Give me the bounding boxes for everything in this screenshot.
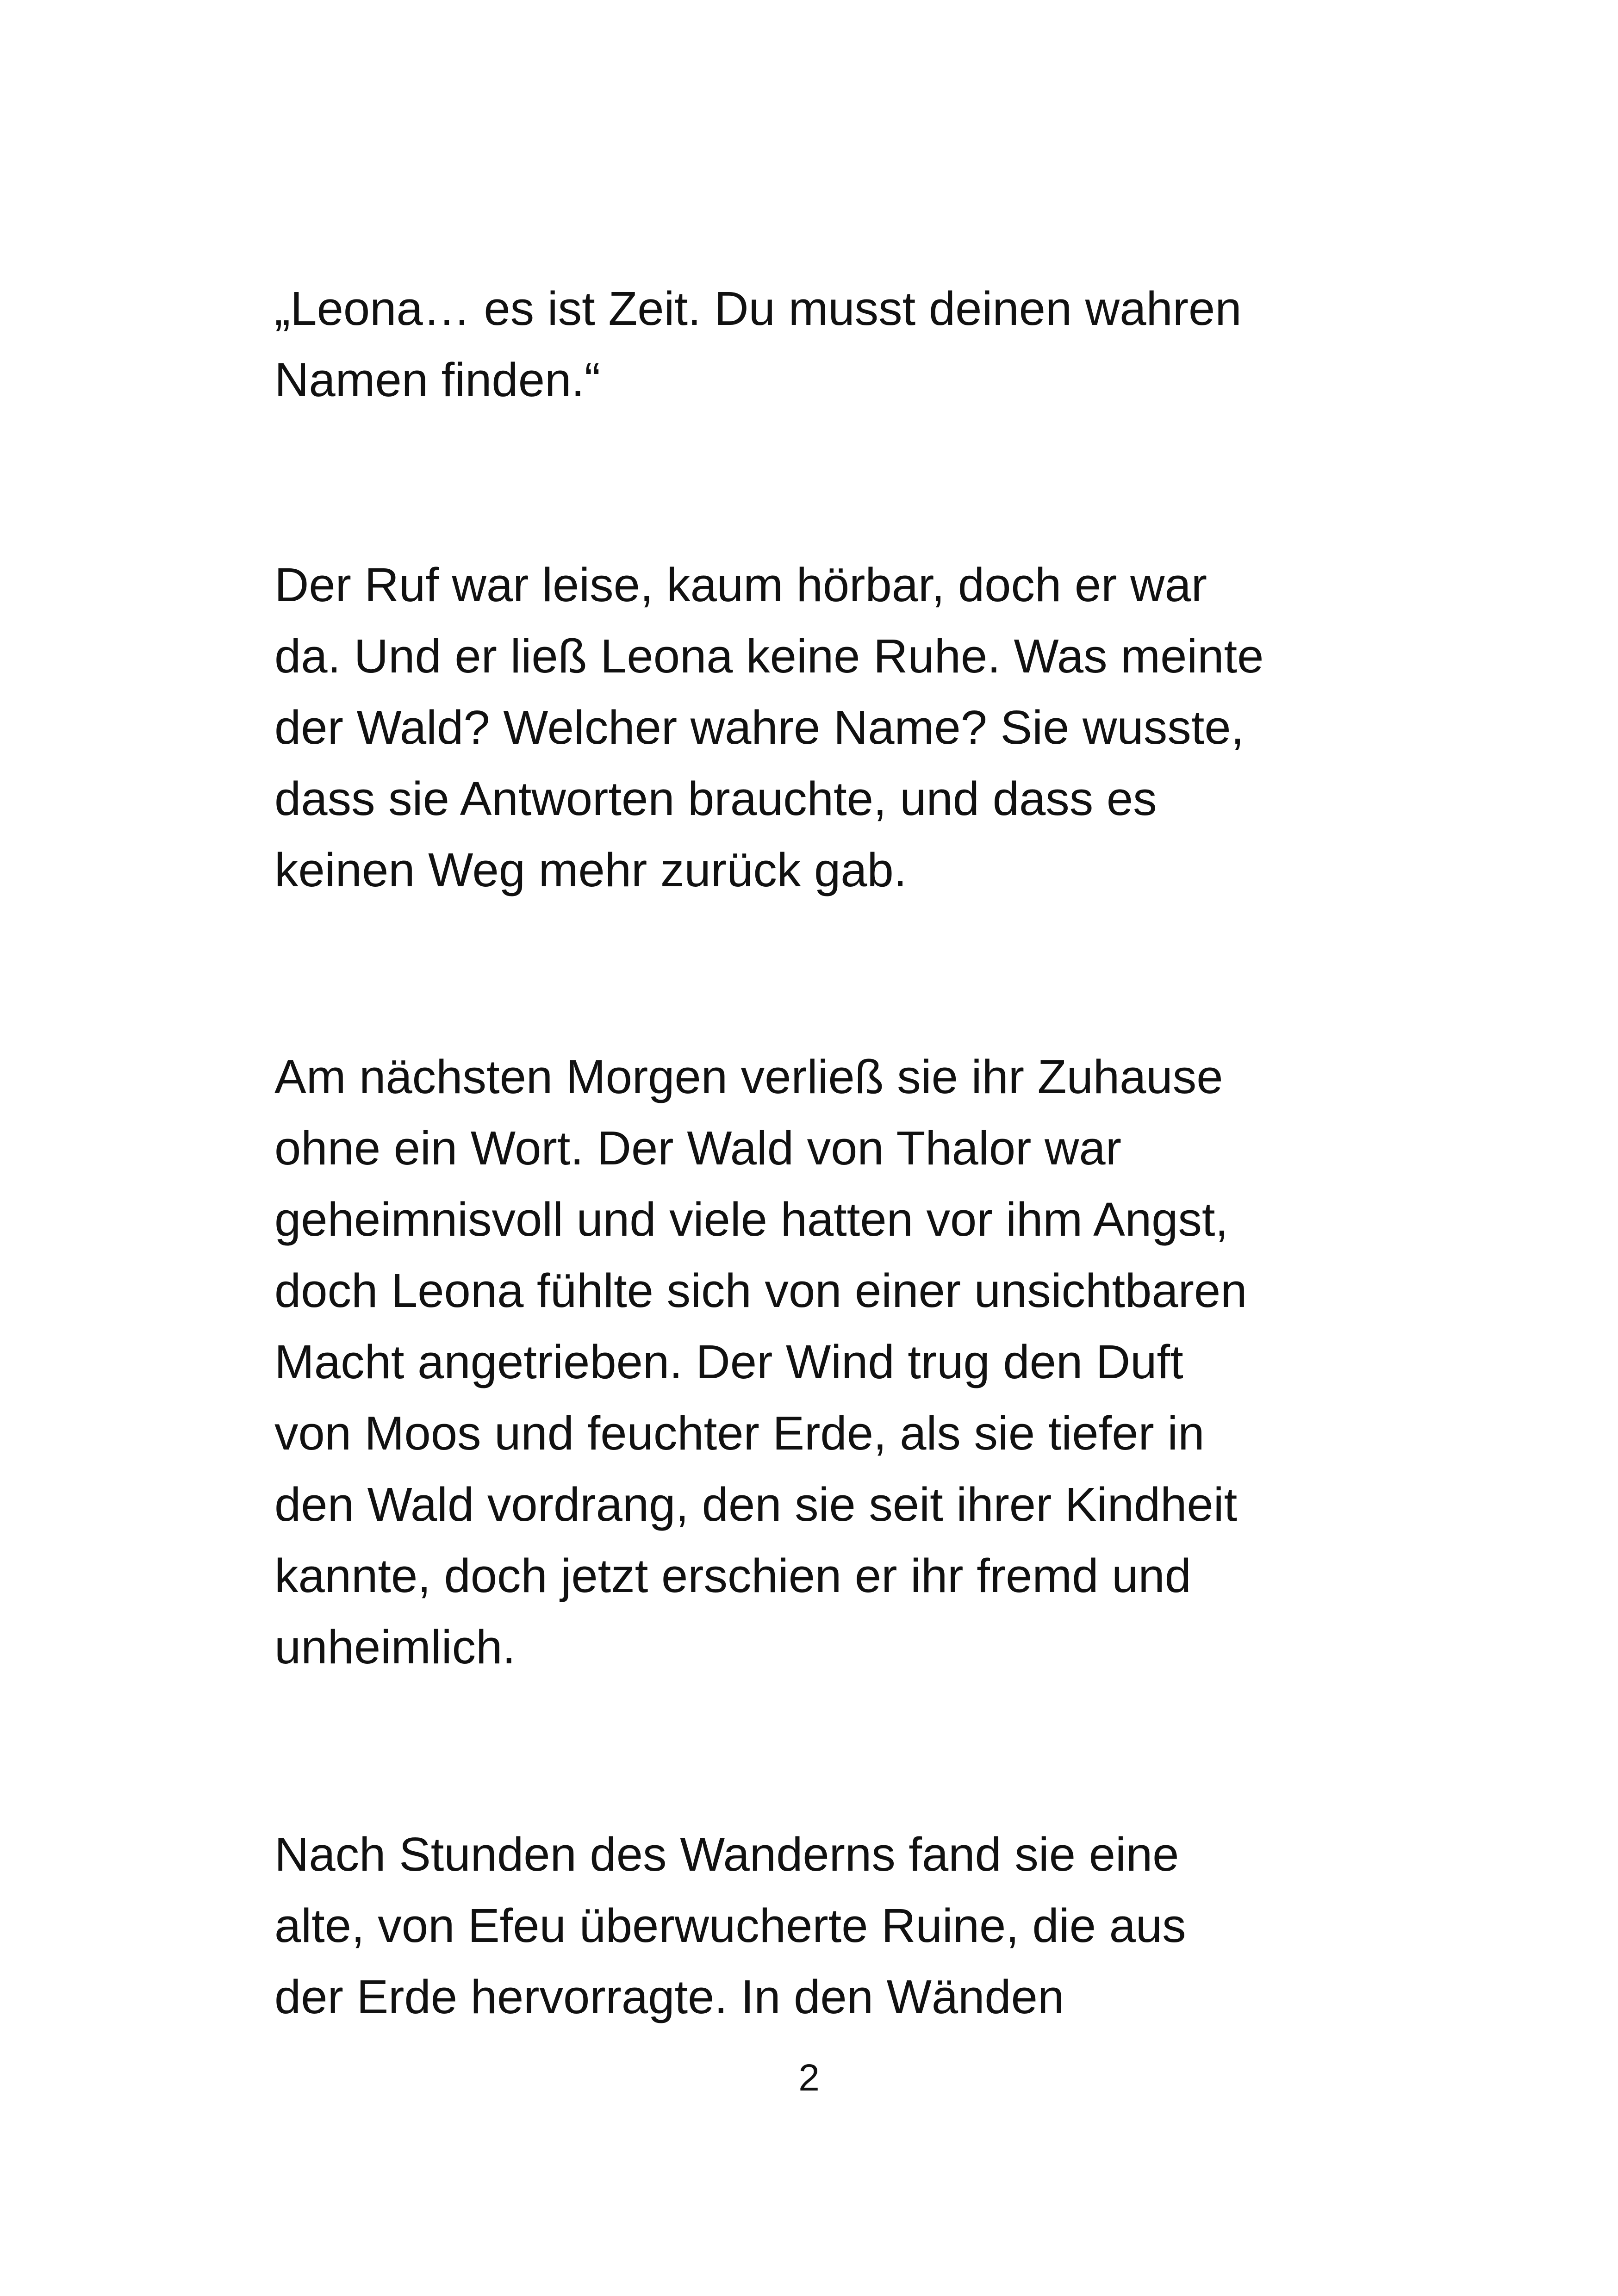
paragraph-line: „Leona… es ist Zeit. Du musst deinen wahren bbox=[274, 282, 1242, 335]
paragraph-line: der Wald? Welcher wahre Name? Sie wusste, bbox=[274, 701, 1245, 754]
paragraph-line: von Moos und feuchter Erde, als sie tiefer in bbox=[274, 1406, 1205, 1460]
paragraph-line: Macht angetrieben. Der Wind trug den Duft bbox=[274, 1335, 1183, 1388]
paragraph-line: geheimnisvoll und viele hatten vor ihm Angst, bbox=[274, 1193, 1229, 1246]
paragraph-line: den Wald vordrang, den sie seit ihrer Kindheit bbox=[274, 1478, 1238, 1531]
paragraph-line: der Erde hervorragte. In den Wänden bbox=[274, 1970, 1064, 2023]
paragraph-line: Namen finden.“ bbox=[274, 353, 601, 406]
paragraph-line: da. Und er ließ Leona keine Ruhe. Was meinte bbox=[274, 629, 1264, 683]
paragraph-line: dass sie Antworten brauchte, und dass es bbox=[274, 772, 1157, 825]
paragraph-line: unheimlich. bbox=[274, 1620, 516, 1674]
paragraph-line: doch Leona fühlte sich von einer unsichtbaren bbox=[274, 1264, 1247, 1317]
paragraph-3 bbox=[274, 1041, 1385, 1683]
paragraph-1 bbox=[274, 273, 1385, 416]
paragraph-line: ohne ein Wort. Der Wald von Thalor war bbox=[274, 1121, 1122, 1175]
paragraph-line: keinen Weg mehr zurück gab. bbox=[274, 843, 907, 896]
page-number: 2 bbox=[798, 2057, 820, 2099]
paragraph-4 bbox=[274, 1819, 1385, 2033]
paragraph-2 bbox=[274, 549, 1385, 906]
paragraph-line: kannte, doch jetzt erschien er ihr fremd und bbox=[274, 1549, 1191, 1602]
paragraph-line: alte, von Efeu überwucherte Ruine, die aus bbox=[274, 1899, 1186, 1952]
paragraph-line: Am nächsten Morgen verließ sie ihr Zuhause bbox=[274, 1050, 1223, 1103]
paragraph-line: Nach Stunden des Wanderns fand sie eine bbox=[274, 1828, 1179, 1881]
paragraph-line: Der Ruf war leise, kaum hörbar, doch er war bbox=[274, 558, 1207, 611]
